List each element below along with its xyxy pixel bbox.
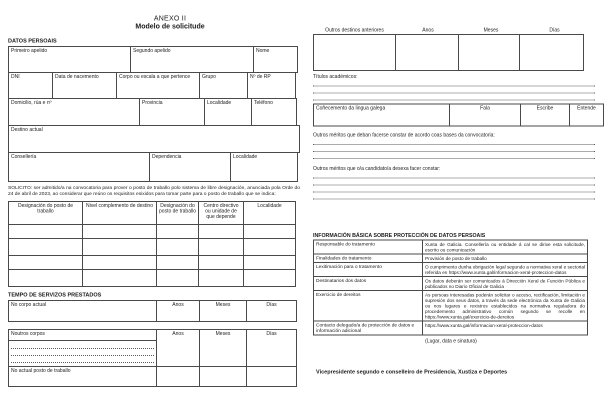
field-provincia[interactable] xyxy=(139,98,205,126)
protec-row-label: Contacto delegado/a de protección de datos e información adicional xyxy=(313,321,423,336)
corpo-actual-table xyxy=(8,300,300,322)
dotted-fill-line[interactable] xyxy=(11,357,154,363)
lingua-galega-table xyxy=(313,104,607,127)
field-num-rp[interactable] xyxy=(247,72,296,99)
label-conselleria: Consellería xyxy=(11,154,37,160)
label-meses: Meses xyxy=(215,331,231,337)
posto-input-cell[interactable] xyxy=(156,255,199,270)
outros-destinos-header-row xyxy=(313,27,607,34)
label-meses: Meses xyxy=(215,302,231,308)
annex-title: ANEXO II xyxy=(153,14,187,22)
dotted-fill-line[interactable] xyxy=(313,187,595,193)
label-anos: Anos xyxy=(422,27,434,33)
field-noutros-anos[interactable] xyxy=(156,341,200,367)
posto-input-cell[interactable] xyxy=(198,255,244,270)
posto-input-cell[interactable] xyxy=(198,269,244,287)
field-dependencia[interactable] xyxy=(149,152,231,182)
dotted-fill-line[interactable] xyxy=(313,194,595,200)
label-dias: Días xyxy=(266,331,277,337)
label-domicilio: Domicilio, rúa e nº xyxy=(11,100,52,106)
field-grupo[interactable] xyxy=(199,72,248,99)
dotted-fill-line[interactable] xyxy=(313,146,595,152)
section-heading-proteccion-datos: INFORMACIÓN BÁSICA SOBRE PROTECCIÓN DE DATOS PERSOAIS xyxy=(313,232,486,239)
posto-input-cell[interactable] xyxy=(198,224,244,239)
field-lingua-escribe[interactable] xyxy=(520,104,570,127)
protec-row-value: Provisión de posto de traballo xyxy=(422,254,588,264)
field-no-corpo-actual[interactable] xyxy=(8,300,157,322)
datos-persoais-table xyxy=(8,46,300,182)
posto-input-cell[interactable] xyxy=(198,238,244,256)
label-corpo-escala: Corpo ou escala a que pertence xyxy=(119,74,191,80)
meritos-candidato-write-in[interactable] xyxy=(313,173,595,200)
posto-traballo-table xyxy=(8,201,300,287)
posto-input-cell[interactable] xyxy=(156,269,199,287)
label-anos: Anos xyxy=(172,331,184,337)
label-meritos-bases: Outros méritos que deban facerse constar de acordo coas bases da convocatoria: xyxy=(313,132,495,138)
field-corpo-actual-meses[interactable] xyxy=(199,300,247,322)
label-meritos-candidato: Outros méritos que o/a candidato/a desexa facer constar: xyxy=(313,166,441,172)
label-grupo: Grupo xyxy=(202,74,216,80)
field-telefono[interactable] xyxy=(251,98,297,126)
label-data-nacemento: Data de nacemento xyxy=(55,74,99,80)
posto-input-cell[interactable] xyxy=(8,238,83,256)
dotted-fill-line[interactable] xyxy=(313,81,595,87)
posto-input-cell[interactable] xyxy=(82,255,157,270)
field-domicilio[interactable] xyxy=(8,98,140,126)
titulos-write-in[interactable] xyxy=(313,81,595,101)
field-actual-posto[interactable] xyxy=(8,366,157,387)
label-escribe: Escribe xyxy=(536,105,554,111)
label-num-rp: Nº de RP xyxy=(250,74,271,80)
noutros-corpos-write-in[interactable] xyxy=(8,341,157,367)
protec-row-value: https://www.xunta.gal/informacion-xeral-proteccion-datos xyxy=(422,321,588,336)
dotted-fill-line[interactable] xyxy=(11,343,154,349)
lugar-data-sinatura: (Lugar, data e sinatura) xyxy=(425,338,477,344)
form-subtitle: Modelo de solicitude xyxy=(135,22,205,30)
field-actual-posto-meses[interactable] xyxy=(199,366,247,387)
form-title-block xyxy=(10,14,330,30)
posto-col-header-nivel: Nivel complemento de destino xyxy=(82,201,157,225)
label-destino-actual: Destino actual xyxy=(11,127,43,133)
field-corpo-actual-anos[interactable] xyxy=(156,300,200,322)
posto-input-cell[interactable] xyxy=(82,238,157,256)
protec-row-label: Finalidades do tratamento xyxy=(313,254,423,264)
label-dni: DNI xyxy=(11,74,20,80)
field-nome[interactable] xyxy=(253,46,298,73)
posto-col-header-localidade: Localidade xyxy=(243,201,296,225)
dotted-fill-line[interactable] xyxy=(313,95,595,101)
label-nome: Nome xyxy=(256,48,270,54)
field-data-nacemento[interactable] xyxy=(52,72,117,99)
field-localidade-conselleria[interactable] xyxy=(230,152,298,182)
solicito-paragraph: SOLICITO: ser admitido/a na convocatoria para prover o posto de traballo polo sistema de libre designación, anunciada pola Orde do 24 de abril de 2023, ao considerar que reúno os requisitos esixidos para tomar parte para o posto de traballo que se indica: xyxy=(8,185,300,197)
outros-destinos-table xyxy=(313,34,607,71)
field-destino-actual[interactable] xyxy=(8,125,300,153)
posto-input-cell[interactable] xyxy=(8,255,83,270)
dotted-fill-line[interactable] xyxy=(313,180,595,186)
label-outros-destinos: Outros destinos anteriores xyxy=(325,27,384,33)
field-actual-posto-dias[interactable] xyxy=(246,366,297,387)
field-outros-destinos-dias[interactable] xyxy=(519,34,584,71)
field-lingua-fala[interactable] xyxy=(449,104,521,127)
posto-input-cell[interactable] xyxy=(243,224,296,239)
field-outros-destinos[interactable] xyxy=(313,34,396,71)
posto-col-header-designacion-posto: Designación do posto de traballo xyxy=(156,201,199,225)
label-fala: Fala xyxy=(480,105,490,111)
label-noutros-corpos: Noutros corpos xyxy=(11,331,45,337)
label-localidade-conselleria: Localidade xyxy=(233,154,258,160)
protec-row-label: Destinatarios dos datos xyxy=(313,276,423,291)
protec-row-label: Lexitimación para o tratamento xyxy=(313,262,423,277)
field-corpo-actual-dias[interactable] xyxy=(246,300,297,322)
label-meses: Meses xyxy=(483,27,499,33)
dotted-fill-line[interactable] xyxy=(313,139,595,145)
label-noutros-dias-cell xyxy=(246,329,297,341)
label-noutros-meses-cell xyxy=(199,329,247,341)
posto-input-cell[interactable] xyxy=(82,224,157,239)
field-lingua-entende[interactable] xyxy=(569,104,604,127)
protec-row-value: As persoas interesadas poderán solicitar o acceso, rectificación, limitación e supresión dos seus datos, a través da sede electrónica da Xunta de Galicia ou nos lugares e rexistros establecidos na normativa reguladora do procedemento administrativo común segundo se recolle en https://www.xunta.gal/exercicio-de-dereitos xyxy=(422,290,588,322)
posto-input-cell[interactable] xyxy=(243,269,296,287)
posto-col-header-centro: Centro directivo ou unidade de que depende xyxy=(198,201,244,225)
field-outros-destinos-anos[interactable] xyxy=(395,34,459,71)
proteccion-datos-table xyxy=(313,240,589,336)
label-telefono: Teléfono xyxy=(254,100,273,106)
posto-input-cell[interactable] xyxy=(156,224,199,239)
label-provincia: Provincia xyxy=(142,100,163,106)
posto-input-cell[interactable] xyxy=(8,224,83,239)
posto-input-cell[interactable] xyxy=(243,238,296,256)
left-column xyxy=(8,38,300,387)
signature-office-title: Vicepresidente segundo e conselleiro de Presidencia, Xustiza e Deportes xyxy=(316,369,508,375)
label-actual-posto: No actual posto de traballo xyxy=(11,368,71,374)
section-heading-tempo-servizos: TEMPO DE SERVIZOS PRESTADOS xyxy=(8,292,102,298)
posto-input-cell[interactable] xyxy=(8,269,83,287)
field-conselleria[interactable] xyxy=(8,152,150,182)
label-noutros-anos-cell xyxy=(156,329,200,341)
label-primeiro-apelido: Primeiro apelido xyxy=(11,48,48,54)
label-no-corpo-actual: No corpo actual xyxy=(11,302,47,308)
posto-input-cell[interactable] xyxy=(156,238,199,256)
field-actual-posto-anos[interactable] xyxy=(156,366,200,387)
protec-row-value: O cumprimento dunha obrigación legal segundo a normativa xeral e sectorial referida en https://www.xunta.gal/informacion-xeral-proteccion-datos xyxy=(422,262,588,277)
label-dias: Días xyxy=(549,27,560,33)
label-conecemento-lingua: Coñecemento da lingua galega xyxy=(316,105,386,111)
dotted-fill-line[interactable] xyxy=(313,88,595,94)
field-primeiro-apelido[interactable] xyxy=(8,46,131,73)
dotted-fill-line[interactable] xyxy=(313,153,595,159)
field-corpo-escala[interactable] xyxy=(116,72,200,99)
dotted-fill-line[interactable] xyxy=(11,350,154,356)
right-column xyxy=(313,27,607,375)
protec-row-label: Responsable do tratamento xyxy=(313,240,423,255)
label-titulos-academicos: Títulos académicos: xyxy=(313,74,358,80)
label-noutros-corpos-cell xyxy=(8,329,157,341)
label-entende: Entende xyxy=(577,105,596,111)
posto-input-cell[interactable] xyxy=(82,269,157,287)
noutros-corpos-table xyxy=(8,329,300,387)
protec-row-value: Os datos deberán ser comunicados á Dirección Xeral de Función Pública e publicados no Diario Oficial de Galicia xyxy=(422,276,588,291)
label-localidade: Localidade xyxy=(207,100,232,106)
posto-input-cell[interactable] xyxy=(243,255,296,270)
label-segundo-apelido: Segundo apelido xyxy=(133,48,171,54)
label-anos: Anos xyxy=(172,302,184,308)
label-dias: Días xyxy=(266,302,277,308)
dotted-fill-line[interactable] xyxy=(313,173,595,179)
protec-row-value: Xunta de Galicia. Consellería ou entidade á cal se dirixe esta solicitude, escrito ou comunicación xyxy=(422,240,588,255)
field-outros-destinos-meses[interactable] xyxy=(458,34,520,71)
posto-col-header-designacion: Designación do posto de traballo xyxy=(8,201,83,225)
meritos-bases-write-in[interactable] xyxy=(313,139,595,159)
field-noutros-dias[interactable] xyxy=(246,341,297,367)
field-localidade[interactable] xyxy=(204,98,252,126)
field-segundo-apelido[interactable] xyxy=(130,46,254,73)
field-conecemento-lingua xyxy=(313,104,450,127)
section-heading-datos-persoais: DATOS PERSOAIS xyxy=(8,38,57,44)
field-dni[interactable] xyxy=(8,72,53,99)
label-dependencia: Dependencia xyxy=(152,154,182,160)
field-noutros-meses[interactable] xyxy=(199,341,247,367)
protec-row-label: Exercicio de dereitos xyxy=(313,290,423,322)
